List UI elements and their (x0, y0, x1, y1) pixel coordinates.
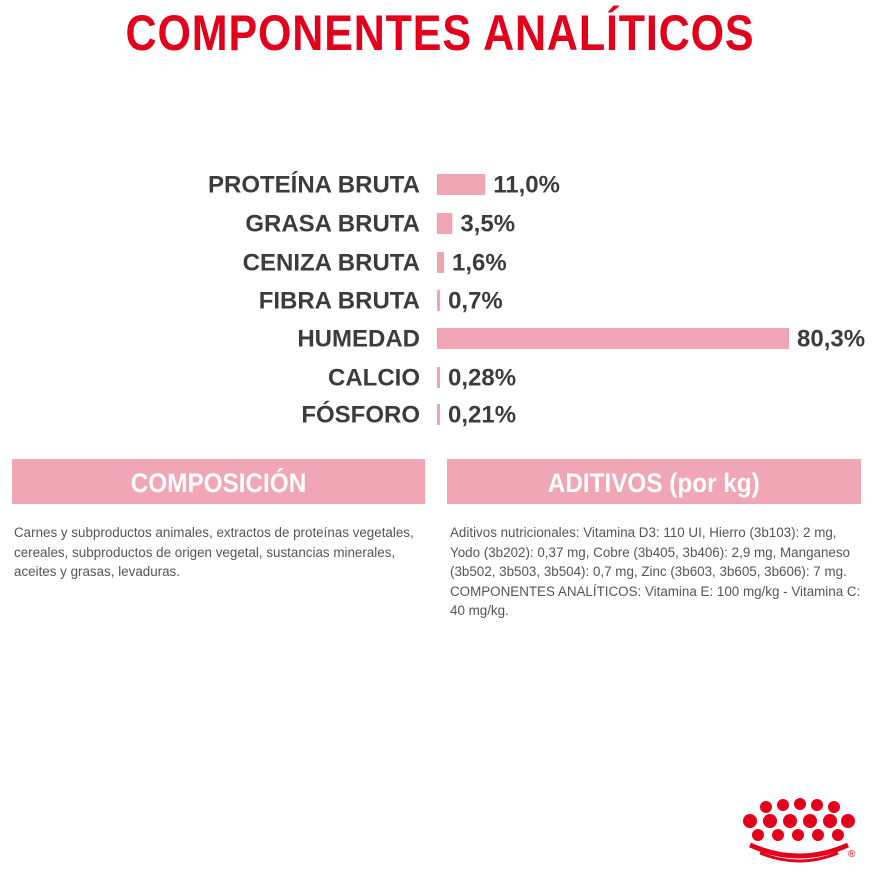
additives-header (447, 459, 861, 504)
bar-category-label: FIBRA BRUTA (258, 287, 420, 315)
composition-header (12, 459, 425, 504)
bar-value-label: 0,28% (448, 364, 517, 392)
additives-header-label: ADITIVOS (por kg) (548, 468, 760, 498)
composition-text: Carnes y subproductos animales, extractos de proteínas vegetales, cereales, subproductos de origen vegetal, sustancias minerales, aceites y grasas, levaduras. (14, 525, 414, 579)
bar (437, 252, 444, 273)
additives-text: Aditivos nutricionales: Vitamina D3: 110 UI, Hierro (3b103): 2 mg, Yodo (3b202): 0,37 mg, Cobre (3b405, 3b406): 2,9 mg, Manganeso (3b502, 3b503, 3b504): 0,7 mg, Zinc (3b603, 3b605, 3b606): 7 mg. COMPONENTES ANALÍTICOS: Vitamina E: 100 mg/kg - Vitamina C: 40 mg/kg. (450, 525, 861, 618)
analysis-bar-chart (200, 166, 880, 436)
bar-category-label: HUMEDAD (297, 325, 420, 353)
bar-value-label: 0,7% (448, 287, 503, 315)
bar-category-label: CALCIO (328, 364, 420, 392)
bar (437, 213, 452, 234)
bar-category-label: CENIZA BRUTA (242, 249, 420, 277)
bar (437, 174, 485, 195)
bar-value-label: 80,3% (797, 325, 866, 353)
bar (437, 404, 440, 425)
bar (437, 367, 440, 388)
bar-category-label: PROTEÍNA BRUTA (208, 171, 420, 199)
registered-mark: ® (848, 849, 856, 860)
bar (437, 328, 789, 349)
crown-icon (736, 797, 862, 867)
brand-logo (736, 797, 862, 872)
bar (437, 290, 440, 311)
bar-value-label: 1,6% (452, 249, 507, 277)
bar-value-label: 0,21% (448, 401, 517, 429)
page-title: COMPONENTES ANALÍTICOS (125, 5, 755, 61)
bar-value-label: 11,0% (493, 171, 560, 199)
bar-category-label: GRASA BRUTA (245, 210, 420, 238)
bar-value-label: 3,5% (460, 210, 516, 238)
composition-header-label: COMPOSICIÓN (130, 468, 307, 498)
bar-category-label: FÓSFORO (301, 401, 420, 429)
